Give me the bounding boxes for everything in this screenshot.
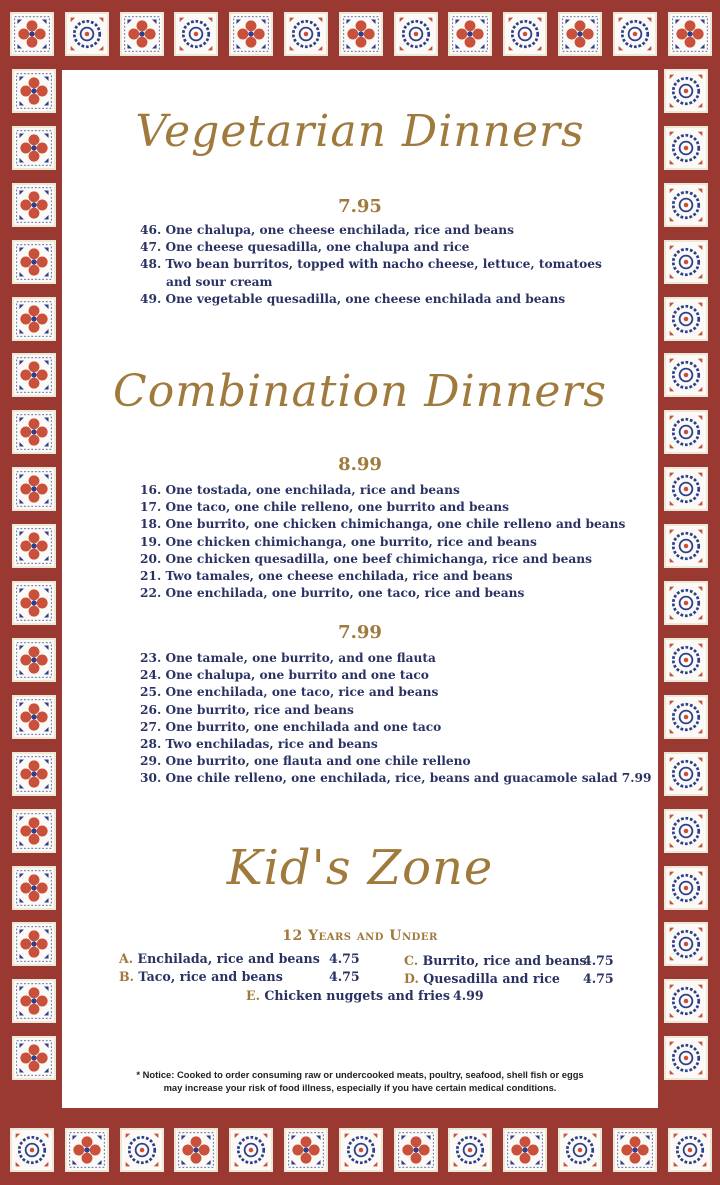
kids-title: Kid's Zone bbox=[226, 840, 494, 896]
medallion-tile-icon bbox=[664, 240, 708, 284]
flower-tile-icon bbox=[12, 979, 56, 1023]
flower-tile-icon bbox=[12, 922, 56, 966]
list-item: 49. One vegetable quesadilla, one cheese enchilada and beans bbox=[140, 291, 566, 306]
list-item: 47. One cheese quesadilla, one chalupa and rice bbox=[140, 240, 470, 255]
list-item: 23. One tamale, one burrito, and one flauta bbox=[140, 651, 436, 665]
flower-tile-icon bbox=[284, 1128, 328, 1172]
item-name: Quesadilla and rice bbox=[423, 971, 560, 986]
menu-panel bbox=[62, 70, 658, 1108]
flower-tile-icon bbox=[12, 638, 56, 682]
medallion-tile-icon bbox=[284, 12, 328, 56]
list-item: 19. One chicken chimichanga, one burrito, rice and beans bbox=[140, 534, 537, 549]
list-item: 22. One enchilada, one burrito, one taco, rice and beans bbox=[140, 586, 525, 601]
item-name: Burrito, rice and beans bbox=[422, 953, 587, 968]
combination-price-1: 8.99 bbox=[338, 454, 382, 475]
list-item: 29. One burrito, one flauta and one chile relleno bbox=[140, 754, 471, 769]
medallion-tile-icon bbox=[664, 183, 708, 227]
item-name: Taco, rice and beans bbox=[138, 969, 283, 984]
flower-tile-icon bbox=[12, 183, 56, 227]
flower-tile-icon bbox=[12, 695, 56, 739]
list-item: 21. Two tamales, one cheese enchilada, rice and beans bbox=[140, 569, 513, 584]
list-item: 18. One burrito, one chicken chimichanga, one chile relleno and beans bbox=[140, 517, 626, 532]
vegetarian-price: 7.95 bbox=[338, 196, 382, 217]
flower-tile-icon bbox=[558, 12, 602, 56]
kids-item-e bbox=[246, 988, 484, 1003]
list-item: 25. One enchilada, one taco, rice and beans bbox=[140, 685, 439, 700]
list-item: 20. One chicken quesadilla, one beef chimichanga, rice and beans bbox=[140, 551, 593, 566]
medallion-tile-icon bbox=[448, 1128, 492, 1172]
medallion-tile-icon bbox=[664, 866, 708, 910]
medallion-tile-icon bbox=[558, 1128, 602, 1172]
flower-tile-icon bbox=[12, 1036, 56, 1080]
item-name: Chicken nuggets and fries bbox=[264, 988, 450, 1003]
medallion-tile-icon bbox=[664, 695, 708, 739]
medallion-tile-icon bbox=[664, 410, 708, 454]
flower-tile-icon bbox=[65, 1128, 109, 1172]
flower-tile-icon bbox=[12, 581, 56, 625]
flower-tile-icon bbox=[448, 12, 492, 56]
list-item: 24. One chalupa, one burrito and one taco bbox=[140, 668, 429, 683]
medallion-tile-icon bbox=[664, 922, 708, 966]
flower-tile-icon bbox=[12, 297, 56, 341]
list-item: 16. One tostada, one enchilada, rice and beans bbox=[140, 483, 460, 497]
item-price: 4.75 bbox=[329, 951, 360, 966]
medallion-tile-icon bbox=[339, 1128, 383, 1172]
list-item: 30. One chile relleno, one enchilada, rice, beans and guacamole salad 7.99 bbox=[140, 771, 652, 786]
flower-tile-icon bbox=[12, 353, 56, 397]
flower-tile-icon bbox=[12, 524, 56, 568]
list-item: 46. One chalupa, one cheese enchilada, rice and beans bbox=[140, 223, 514, 237]
item-price: 4.99 bbox=[453, 988, 484, 1003]
medallion-tile-icon bbox=[664, 467, 708, 511]
medallion-tile-icon bbox=[394, 12, 438, 56]
item-price: 4.75 bbox=[329, 969, 360, 984]
combination-list-2 bbox=[140, 650, 652, 788]
kids-item-c bbox=[404, 953, 614, 968]
list-item: 26. One burrito, rice and beans bbox=[140, 702, 354, 717]
item-letter: D. bbox=[404, 971, 419, 986]
flower-tile-icon bbox=[12, 69, 56, 113]
medallion-tile-icon bbox=[664, 638, 708, 682]
flower-tile-icon bbox=[229, 12, 273, 56]
kids-subtitle-text: 12 Years and Under bbox=[282, 928, 438, 944]
item-price: 4.75 bbox=[583, 971, 614, 986]
flower-tile-icon bbox=[613, 1128, 657, 1172]
combination-title: Combination Dinners bbox=[113, 366, 607, 417]
medallion-tile-icon bbox=[664, 297, 708, 341]
item-letter: E. bbox=[246, 988, 260, 1003]
kids-item-a bbox=[119, 951, 360, 966]
list-item-continuation: and sour cream bbox=[166, 274, 273, 289]
notice-line-2: may increase your risk of food illness, especially if you have certain medical conditions. bbox=[163, 1082, 557, 1093]
medallion-tile-icon bbox=[174, 12, 218, 56]
medallion-tile-icon bbox=[503, 12, 547, 56]
medallion-tile-icon bbox=[664, 353, 708, 397]
medallion-tile-icon bbox=[668, 1128, 712, 1172]
vegetarian-list bbox=[140, 222, 640, 308]
medallion-tile-icon bbox=[120, 1128, 164, 1172]
flower-tile-icon bbox=[12, 240, 56, 284]
combination-list-1 bbox=[140, 482, 640, 602]
notice-line-1: * Notice: Cooked to order consuming raw or undercooked meats, poultry, seafood, shell fish or eggs bbox=[136, 1069, 584, 1080]
kids-item-d bbox=[404, 971, 614, 986]
flower-tile-icon bbox=[174, 1128, 218, 1172]
food-safety-notice bbox=[62, 1068, 658, 1094]
list-item: 27. One burrito, one enchilada and one taco bbox=[140, 719, 442, 734]
item-letter: C. bbox=[404, 953, 419, 968]
medallion-tile-icon bbox=[664, 524, 708, 568]
medallion-tile-icon bbox=[664, 752, 708, 796]
flower-tile-icon bbox=[12, 752, 56, 796]
item-name: Enchilada, rice and beans bbox=[137, 951, 320, 966]
vegetarian-title: Vegetarian Dinners bbox=[135, 106, 585, 157]
item-letter: A. bbox=[119, 951, 134, 966]
flower-tile-icon bbox=[394, 1128, 438, 1172]
flower-tile-icon bbox=[12, 410, 56, 454]
flower-tile-icon bbox=[339, 12, 383, 56]
flower-tile-icon bbox=[12, 126, 56, 170]
medallion-tile-icon bbox=[613, 12, 657, 56]
item-price: 4.75 bbox=[583, 953, 614, 968]
flower-tile-icon bbox=[10, 12, 54, 56]
list-item: 28. Two enchiladas, rice and beans bbox=[140, 737, 378, 752]
medallion-tile-icon bbox=[664, 581, 708, 625]
medallion-tile-icon bbox=[664, 69, 708, 113]
medallion-tile-icon bbox=[664, 809, 708, 853]
flower-tile-icon bbox=[668, 12, 712, 56]
list-item: 17. One taco, one chile relleno, one burrito and beans bbox=[140, 500, 509, 515]
medallion-tile-icon bbox=[10, 1128, 54, 1172]
flower-tile-icon bbox=[12, 866, 56, 910]
flower-tile-icon bbox=[120, 12, 164, 56]
kids-subtitle bbox=[62, 928, 658, 944]
flower-tile-icon bbox=[12, 467, 56, 511]
medallion-tile-icon bbox=[229, 1128, 273, 1172]
medallion-tile-icon bbox=[664, 979, 708, 1023]
flower-tile-icon bbox=[503, 1128, 547, 1172]
medallion-tile-icon bbox=[65, 12, 109, 56]
combination-price-2: 7.99 bbox=[338, 622, 382, 643]
kids-item-b bbox=[119, 969, 360, 984]
item-letter: B. bbox=[119, 969, 135, 984]
medallion-tile-icon bbox=[664, 126, 708, 170]
flower-tile-icon bbox=[12, 809, 56, 853]
list-item: 48. Two bean burritos, topped with nacho cheese, lettuce, tomatoes bbox=[140, 257, 602, 272]
medallion-tile-icon bbox=[664, 1036, 708, 1080]
